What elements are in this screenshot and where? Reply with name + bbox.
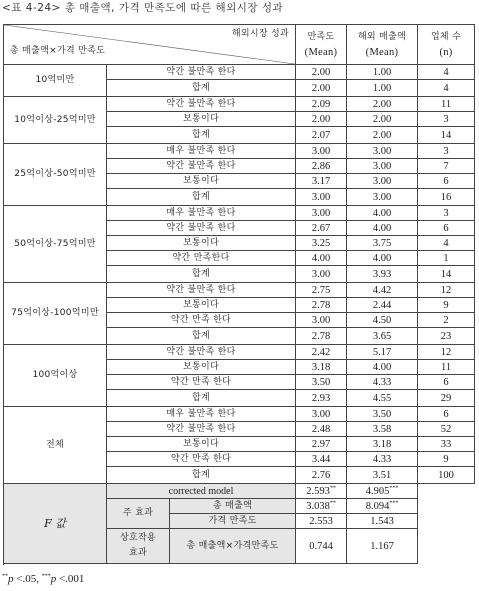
company-count: 16 — [418, 189, 475, 206]
satisfaction-mean: 3.00 — [296, 189, 347, 206]
satisfaction-mean: 2.78 — [296, 298, 347, 313]
sales-mean: 3.75 — [347, 236, 418, 251]
empty-cell — [418, 514, 475, 529]
company-count: 4 — [418, 80, 475, 97]
sales-mean: 4.33 — [347, 375, 418, 390]
corrected-model-label: corrected model — [107, 484, 296, 499]
row-label: 합계 — [107, 189, 296, 206]
satisfaction-mean: 2.00 — [296, 65, 347, 80]
header-factor-label: 총 매출액×가격 만족도 — [10, 46, 106, 56]
empty-cell — [418, 529, 475, 564]
main-effect-price-label: 가격 만족도 — [170, 514, 296, 529]
table-row — [4, 283, 475, 298]
company-count: 9 — [418, 298, 475, 313]
satisfaction-mean: 3.00 — [296, 313, 347, 328]
main-price-sat: 2.553 — [296, 514, 347, 529]
sales-mean: 3.51 — [347, 467, 418, 484]
row-label: 합계 — [107, 127, 296, 144]
company-count: 14 — [418, 266, 475, 283]
sales-mean: 3.65 — [347, 328, 418, 345]
company-count: 6 — [418, 221, 475, 236]
company-count: 1 — [418, 251, 475, 266]
company-count: 2 — [418, 313, 475, 328]
row-label: 보통이다 — [107, 236, 296, 251]
row-label: 약간 만족 한다 — [107, 452, 296, 467]
sales-mean: 3.00 — [347, 144, 418, 159]
satisfaction-mean: 3.50 — [296, 375, 347, 390]
sales-mean: 3.18 — [347, 437, 418, 452]
row-label: 매우 불만족 한다 — [107, 144, 296, 159]
satisfaction-mean: 4.00 — [296, 251, 347, 266]
sales-mean: 3.93 — [347, 266, 418, 283]
satisfaction-mean: 2.67 — [296, 221, 347, 236]
row-label: 약간 만족 한다 — [107, 375, 296, 390]
satisfaction-mean: 2.48 — [296, 422, 347, 437]
row-label: 약간 만족한다 — [107, 251, 296, 266]
company-count: 14 — [418, 127, 475, 144]
empty-cell — [418, 499, 475, 514]
header-company-count: 업체 수 (n) — [418, 25, 475, 65]
satisfaction-mean: 2.42 — [296, 345, 347, 360]
footnote: **p <.05, ***p <.001 — [2, 573, 85, 585]
row-label: 합계 — [107, 328, 296, 345]
sales-mean: 4.42 — [347, 283, 418, 298]
row-label: 보통이다 — [107, 174, 296, 189]
main-effect-sales-label: 총 매출액 — [170, 499, 296, 514]
company-count: 11 — [418, 360, 475, 375]
corrected-sales: 4.905*** — [347, 484, 418, 499]
satisfaction-mean: 2.00 — [296, 80, 347, 97]
main-sales-sales: 8.094*** — [347, 499, 418, 514]
main-effect-label: 주 효과 — [107, 499, 170, 529]
company-count: 4 — [418, 65, 475, 80]
row-label: 매우 불만족 한다 — [107, 407, 296, 422]
group-label: 전체 — [4, 407, 107, 484]
sales-mean: 4.55 — [347, 390, 418, 407]
table-row — [4, 407, 475, 422]
satisfaction-mean: 3.17 — [296, 174, 347, 189]
company-count: 29 — [418, 390, 475, 407]
table-title: <표 4-24> 총 매출액, 가격 만족도에 따른 해외시장 성과 — [2, 2, 284, 14]
sales-mean: 4.33 — [347, 452, 418, 467]
company-count: 23 — [418, 328, 475, 345]
company-count: 6 — [418, 174, 475, 189]
row-label: 약간 불만족 한다 — [107, 65, 296, 80]
interaction-sat: 0.744 — [296, 529, 347, 564]
satisfaction-mean: 2.75 — [296, 283, 347, 298]
group-label: 75억이상-100억미만 — [4, 283, 107, 345]
satisfaction-mean: 2.93 — [296, 390, 347, 407]
sales-mean: 3.50 — [347, 407, 418, 422]
company-count: 3 — [418, 144, 475, 159]
row-label: 보통이다 — [107, 360, 296, 375]
company-count: 9 — [418, 452, 475, 467]
row-label: 약간 불만족 한다 — [107, 345, 296, 360]
sales-mean: 3.00 — [347, 189, 418, 206]
company-count: 6 — [418, 375, 475, 390]
company-count: 52 — [418, 422, 475, 437]
header-diagonal-cell — [4, 25, 296, 65]
satisfaction-mean: 2.09 — [296, 97, 347, 112]
row-label: 보통이다 — [107, 298, 296, 313]
header-outcome-label: 해외시장 성과 — [231, 29, 290, 39]
header-row — [4, 25, 475, 65]
row-label: 합계 — [107, 266, 296, 283]
table-row — [4, 65, 475, 80]
group-label: 50억이상-75억미만 — [4, 206, 107, 283]
main-price-sales: 1.543 — [347, 514, 418, 529]
company-count: 11 — [418, 97, 475, 112]
satisfaction-mean: 3.18 — [296, 360, 347, 375]
interaction-sales: 1.167 — [347, 529, 418, 564]
row-label: 보통이다 — [107, 112, 296, 127]
sales-mean: 1.00 — [347, 80, 418, 97]
sales-mean: 1.00 — [347, 65, 418, 80]
satisfaction-mean: 3.44 — [296, 452, 347, 467]
satisfaction-mean: 2.78 — [296, 328, 347, 345]
header-satisfaction: 만족도 (Mean) — [296, 25, 347, 65]
satisfaction-mean: 2.86 — [296, 159, 347, 174]
empty-cell — [418, 484, 475, 499]
main-sales-sat: 3.038** — [296, 499, 347, 514]
table-row — [4, 345, 475, 360]
satisfaction-mean: 2.00 — [296, 112, 347, 127]
sales-mean: 2.00 — [347, 112, 418, 127]
header-overseas-sales: 해외 매출액 (Mean) — [347, 25, 418, 65]
satisfaction-mean: 3.00 — [296, 144, 347, 159]
row-label: 약간 불만족 한다 — [107, 97, 296, 112]
satisfaction-mean: 2.97 — [296, 437, 347, 452]
company-count: 6 — [418, 407, 475, 422]
table-row — [4, 206, 475, 221]
row-label: 합계 — [107, 80, 296, 97]
company-count: 33 — [418, 437, 475, 452]
row-label: 합계 — [107, 390, 296, 407]
row-label: 약간 불만족 한다 — [107, 283, 296, 298]
group-label: 10억이상-25억미만 — [4, 97, 107, 144]
satisfaction-mean: 3.25 — [296, 236, 347, 251]
row-label: 보통이다 — [107, 437, 296, 452]
table-row — [4, 97, 475, 112]
sales-mean: 5.17 — [347, 345, 418, 360]
company-count: 4 — [418, 236, 475, 251]
company-count: 12 — [418, 345, 475, 360]
table-row — [4, 144, 475, 159]
satisfaction-mean: 3.00 — [296, 266, 347, 283]
sales-mean: 3.58 — [347, 422, 418, 437]
satisfaction-mean: 3.00 — [296, 407, 347, 422]
corrected-sat: 2.593** — [296, 484, 347, 499]
satisfaction-mean: 2.07 — [296, 127, 347, 144]
sales-mean: 4.00 — [347, 251, 418, 266]
results-table — [3, 24, 475, 564]
row-label: 매우 불만족 한다 — [107, 206, 296, 221]
interaction-effect-label: 상호작용 효과 — [107, 529, 170, 564]
company-count: 3 — [418, 206, 475, 221]
row-label: 약간 만족 한다 — [107, 313, 296, 328]
row-label: 합계 — [107, 467, 296, 484]
sales-mean: 3.00 — [347, 174, 418, 189]
sales-mean: 2.00 — [347, 127, 418, 144]
company-count: 100 — [418, 467, 475, 484]
sales-mean: 4.00 — [347, 206, 418, 221]
company-count: 3 — [418, 112, 475, 127]
interaction-sub-label: 총 매출액×가격만족도 — [170, 529, 296, 564]
f-row-corrected — [4, 484, 475, 499]
row-label: 약간 불만족 한다 — [107, 159, 296, 174]
company-count: 7 — [418, 159, 475, 174]
group-label: 10억미만 — [4, 65, 107, 97]
sales-mean: 4.00 — [347, 360, 418, 375]
sales-mean: 2.00 — [347, 97, 418, 112]
satisfaction-mean: 2.76 — [296, 467, 347, 484]
sales-mean: 3.00 — [347, 159, 418, 174]
sales-mean: 2.44 — [347, 298, 418, 313]
f-value-label: F 값 — [4, 484, 107, 564]
group-label: 25억이상-50억미만 — [4, 144, 107, 206]
group-label: 100억이상 — [4, 345, 107, 407]
sales-mean: 4.00 — [347, 221, 418, 236]
row-label: 약간 불만족 한다 — [107, 221, 296, 236]
company-count: 12 — [418, 283, 475, 298]
row-label: 약간 불만족 한다 — [107, 422, 296, 437]
satisfaction-mean: 3.00 — [296, 206, 347, 221]
sales-mean: 4.50 — [347, 313, 418, 328]
